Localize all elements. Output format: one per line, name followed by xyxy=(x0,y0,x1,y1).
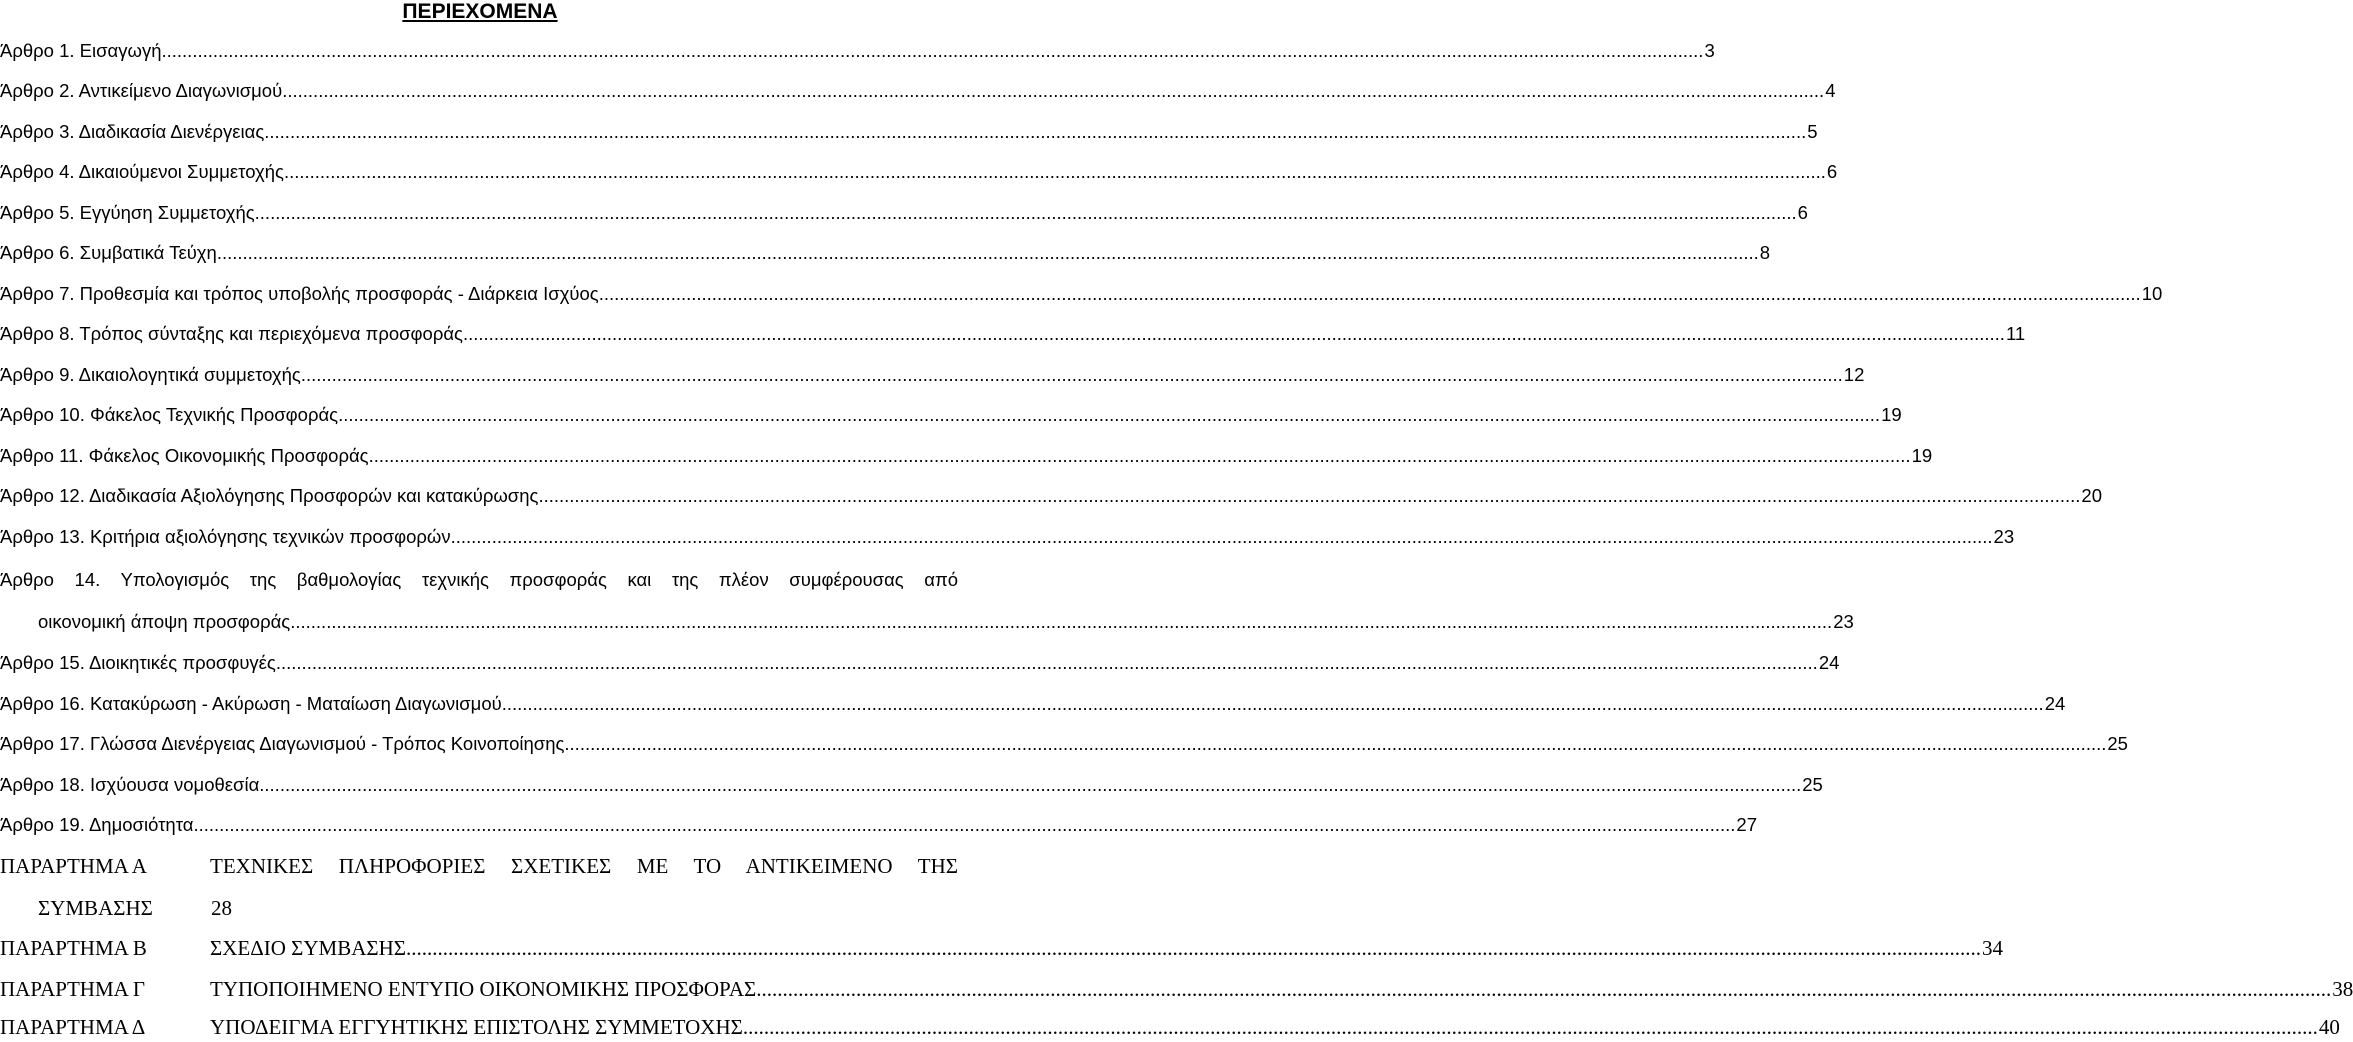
toc-leader: ............................................................................................................................................................................................................................................................................................................ xyxy=(501,693,2044,714)
toc-entry-label: Άρθρο 16. Κατακύρωση - Ακύρωση - Ματαίωση Διαγωνισμού xyxy=(0,693,502,714)
toc-leader: ............................................................................................................................................................................................................................................................................................................ xyxy=(538,485,2081,506)
toc-page-number: 24 xyxy=(2044,693,2066,714)
toc-entry-label: Άρθρο 10. Φάκελος Τεχνικής Προσφοράς xyxy=(0,404,339,425)
appendix-entry[interactable] xyxy=(0,933,2003,963)
toc-leader: ............................................................................................................................................................................................................................................................................................................ xyxy=(756,977,2332,1001)
toc-entry[interactable] xyxy=(0,279,2163,309)
toc-entry[interactable] xyxy=(0,481,2102,511)
toc-entry[interactable] xyxy=(0,198,1808,228)
toc-page-number: 4 xyxy=(1825,80,1836,101)
toc-leader: ............................................................................................................................................................................................................................................................................................................ xyxy=(462,323,2005,344)
toc-entry[interactable] xyxy=(0,76,1836,106)
toc-entry[interactable] xyxy=(0,360,1865,390)
toc-entry-label: Άρθρο 2. Αντικείμενο Διαγωνισμού xyxy=(0,80,283,101)
toc-entry[interactable] xyxy=(0,729,2128,759)
toc-entry-label: Άρθρο 19. Δημοσιότητα xyxy=(0,814,194,835)
appendix-title: ΣΥΜΒΑΣΗΣ xyxy=(38,896,153,920)
toc-page-number: 11 xyxy=(2005,323,2026,344)
toc-entry-label: Άρθρο 9. Δικαιολογητικά συμμετοχής xyxy=(0,364,301,385)
toc-entry[interactable] xyxy=(0,648,1840,678)
toc-entry-label: Άρθρο 8. Τρόπος σύνταξης και περιεχόμενα προσφοράς xyxy=(0,323,463,344)
toc-page-number: 27 xyxy=(1736,814,1757,835)
toc-entry[interactable] xyxy=(0,238,1771,268)
toc-entry[interactable] xyxy=(0,157,1838,187)
appendix-title: ΥΠΟΔΕΙΓΜΑ ΕΓΓΥΗΤΙΚΗΣ ΕΠΙΣΤΟΛΗΣ ΣΥΜΜΕΤΟΧΗΣ xyxy=(210,1015,743,1039)
toc-page-number: 25 xyxy=(2107,733,2128,754)
toc-entry[interactable] xyxy=(0,441,1933,471)
toc-entry-label: οικονομική άποψη προσφοράς xyxy=(38,611,291,632)
toc-entry-line1[interactable] xyxy=(0,565,958,595)
toc-page-number: 12 xyxy=(1843,364,1865,385)
toc-entry-label: Άρθρο 14. Υπολογισμός της βαθμολογίας τεχνικής προσφοράς και της πλέον συμφέρουσας από xyxy=(0,569,958,590)
toc-entry[interactable] xyxy=(0,117,1818,147)
appendix-entry[interactable] xyxy=(0,851,958,881)
toc-entry-label: Άρθρο 13. Κριτήρια αξιολόγησης τεχνικών προσφορών xyxy=(0,526,451,547)
toc-page-number: 23 xyxy=(1993,526,2015,547)
toc-leader: ............................................................................................................................................................................................................................................................................................................ xyxy=(193,814,1736,835)
appendix-entry[interactable] xyxy=(0,974,2353,1004)
toc-page-number: 19 xyxy=(1881,404,1902,425)
toc-page-number: 10 xyxy=(2141,283,2163,304)
toc-leader: ............................................................................................................................................................................................................................................................................................................ xyxy=(161,40,1704,61)
toc-entry[interactable] xyxy=(0,400,1902,430)
toc-entry-label: Άρθρο 5. Εγγύηση Συμμετοχής xyxy=(0,202,255,223)
toc-entry-label: Άρθρο 1. Εισαγωγή xyxy=(0,40,162,61)
toc-leader: ............................................................................................................................................................................................................................................................................................................ xyxy=(300,364,1843,385)
toc-page-number: 23 xyxy=(1833,611,1854,632)
toc-leader: ............................................................................................................................................................................................................................................................................................................ xyxy=(259,774,1802,795)
toc-entry-label: Άρθρο 6. Συμβατικά Τεύχη xyxy=(0,242,217,263)
toc-leader: ............................................................................................................................................................................................................................................................................................................ xyxy=(450,526,1993,547)
toc-leader: ............................................................................................................................................................................................................................................................................................................ xyxy=(405,936,1981,960)
toc-page-number: 6 xyxy=(1826,161,1838,182)
toc-entry-label: Άρθρο 3. Διαδικασία Διενέργειας xyxy=(0,121,265,142)
toc-leader: ............................................................................................................................................................................................................................................................................................................ xyxy=(264,121,1807,142)
toc-leader: ............................................................................................................................................................................................................................................................................................................ xyxy=(290,611,1833,632)
appendix-title: ΣΧΕΔΙΟ ΣΥΜΒΑΣΗΣ xyxy=(210,936,406,960)
toc-leader: ............................................................................................................................................................................................................................................................................................................ xyxy=(338,404,1881,425)
toc-page-number: 20 xyxy=(2081,485,2102,506)
toc-leader: ............................................................................................................................................................................................................................................................................................................ xyxy=(742,1015,2318,1039)
toc-entry-label: Άρθρο 4. Δικαιούμενοι Συμμετοχής xyxy=(0,161,284,182)
toc-entry-label: Άρθρο 17. Γλώσσα Διενέργειας Διαγωνισμού - Τρόπος Κοινοποίησης xyxy=(0,733,565,754)
toc-entry[interactable] xyxy=(0,770,1823,800)
toc-leader: ............................................................................................................................................................................................................................................................................................................ xyxy=(282,80,1825,101)
toc-title: ΠΕΡΙΕΧΟΜΕΝΑ xyxy=(402,0,558,23)
appendix-key: ΠΑΡΑΡΤΗΜΑ Α xyxy=(0,854,147,878)
toc-entry-line2[interactable] xyxy=(38,607,1854,637)
toc-leader: ............................................................................................................................................................................................................................................................................................................ xyxy=(275,652,1818,673)
toc-page-number: 28 xyxy=(211,896,232,920)
toc-entry-label: Άρθρο 15. Διοικητικές προσφυγές xyxy=(0,652,276,673)
toc-page-number: 3 xyxy=(1704,40,1715,61)
toc-page-number: 6 xyxy=(1797,202,1808,223)
toc-leader: ............................................................................................................................................................................................................................................................................................................ xyxy=(254,202,1797,223)
toc-entry[interactable] xyxy=(0,689,2066,719)
toc-entry[interactable] xyxy=(0,810,1757,840)
toc-leader: ............................................................................................................................................................................................................................................................................................................ xyxy=(368,445,1911,466)
toc-page-number: 8 xyxy=(1759,242,1771,263)
toc-page-number: 38 xyxy=(2332,977,2353,1001)
appendix-entry-line2[interactable] xyxy=(0,893,958,923)
toc-entry-label: Άρθρο 7. Προθεσμία και τρόπος υποβολής προσφοράς - Διάρκεια Ισχύος xyxy=(0,283,599,304)
toc-entry[interactable] xyxy=(0,522,2015,552)
appendix-title: ΤΥΠΟΠΟΙΗΜΕΝΟ ΕΝΤΥΠΟ ΟΙΚΟΝΟΜΙΚΗΣ ΠΡΟΣΦΟΡΑΣ xyxy=(210,977,757,1001)
appendix-key: ΠΑΡΑΡΤΗΜΑ Β xyxy=(0,936,147,960)
toc-entry[interactable] xyxy=(0,36,1715,66)
toc-page-number: 5 xyxy=(1807,121,1818,142)
toc-leader: ............................................................................................................................................................................................................................................................................................................ xyxy=(598,283,2141,304)
toc-entry-label: Άρθρο 12. Διαδικασία Αξιολόγησης Προσφορών και κατακύρωσης xyxy=(0,485,539,506)
toc-entry[interactable] xyxy=(0,319,2026,349)
toc-entry-label: Άρθρο 18. Ισχύουσα νομοθεσία xyxy=(0,774,260,795)
toc-page-number: 34 xyxy=(1981,936,2003,960)
appendix-entry[interactable] xyxy=(0,1012,2340,1042)
toc-leader: ............................................................................................................................................................................................................................................................................................................ xyxy=(283,161,1826,182)
appendix-title: ΤΕΧΝΙΚΕΣ ΠΛΗΡΟΦΟΡΙΕΣ ΣΧΕΤΙΚΕΣ ΜΕ ΤΟ ΑΝΤΙΚΕΙΜΕΝΟ ΤΗΣ xyxy=(210,854,958,878)
toc-page-number: 40 xyxy=(2318,1015,2340,1039)
toc-entry-label: Άρθρο 11. Φάκελος Οικονομικής Προσφοράς xyxy=(0,445,369,466)
appendix-key: ΠΑΡΑΡΤΗΜΑ Γ xyxy=(0,977,146,1001)
toc-leader: ............................................................................................................................................................................................................................................................................................................ xyxy=(216,242,1759,263)
toc-page-number: 25 xyxy=(1802,774,1823,795)
toc-leader: ............................................................................................................................................................................................................................................................................................................ xyxy=(564,733,2107,754)
appendix-key: ΠΑΡΑΡΤΗΜΑ Δ xyxy=(0,1015,146,1039)
toc-page-number: 19 xyxy=(1911,445,1933,466)
toc-page-number: 24 xyxy=(1818,652,1840,673)
